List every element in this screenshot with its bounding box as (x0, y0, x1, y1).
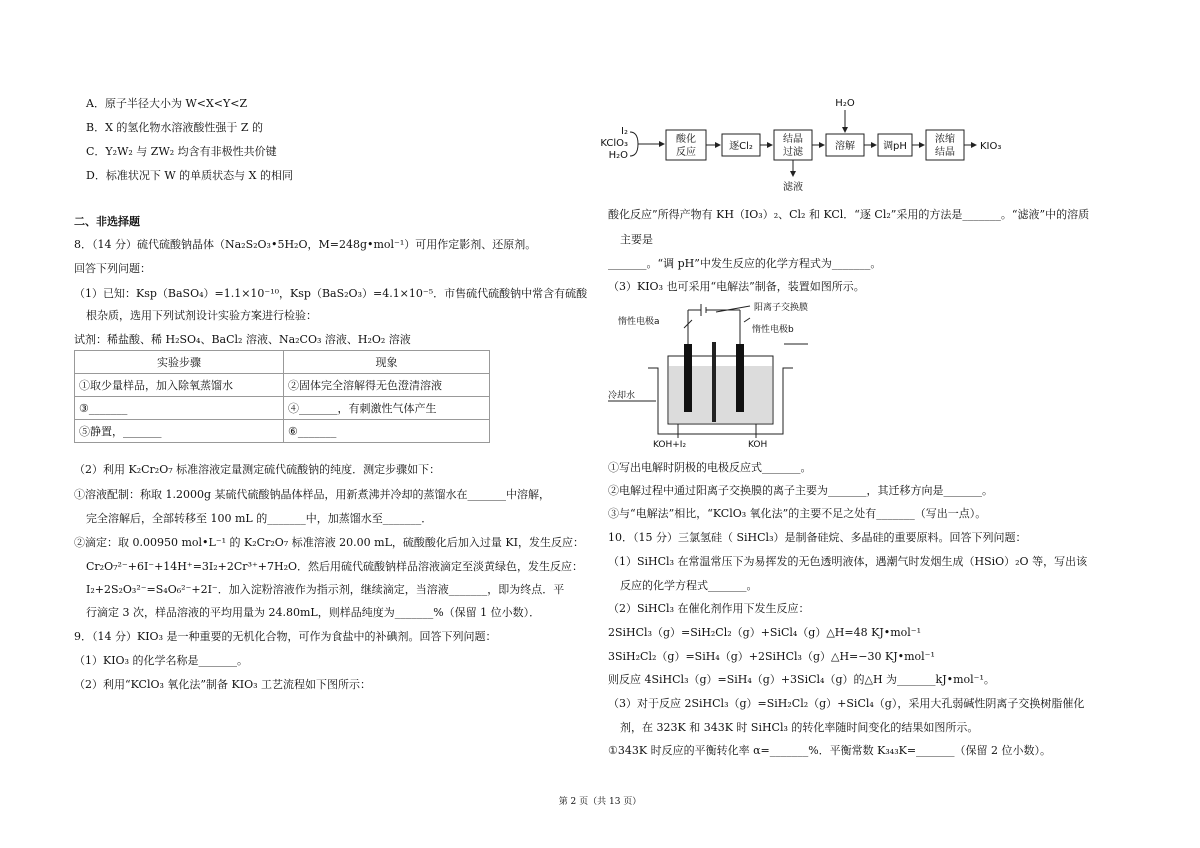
q10-part3b: 剂，在 323K 和 343K 时 SiHCl₃ 的转化率随时间变化的结果如图所示。 (620, 721, 979, 734)
table-row (75, 351, 490, 374)
left-solution-label: KOH+I₂ (653, 440, 687, 450)
q8-reagents: 试剂：稀盐酸、稀 H₂SO₄、BaCl₂ 溶液、Na₂CO₃ 溶液、H₂O₂ 溶液 (74, 333, 411, 346)
q10-part3a: （3）对于反应 2SiHCl₃（g）=SiH₂Cl₂（g）+SiCl₄（g），采用大孔弱碱性阴离子交换树脂催化 (608, 697, 1085, 710)
q8-part2-b4: 行滴定 3 次，样品溶液的平均用量为 24.80mL，则样品纯度为_______%（保留 1 位小数）． (86, 606, 541, 619)
table-header-phenomenon: 现象 (284, 351, 490, 374)
cathode-electrode (736, 344, 744, 412)
flow-box-acidify-l2: 反应 (676, 147, 696, 158)
option-d: D．标准状况下 W 的单质状态与 X 的相同 (86, 169, 293, 182)
q9-text-r2: 主要是 (620, 233, 653, 246)
flow-box-crystallize-l1: 结晶 (783, 134, 803, 145)
flow-top-input-h2o: H₂O (835, 98, 855, 109)
q9-stem: 9．（14 分）KIO₃ 是一种重要的无机化合物，可作为食盐中的补碘剂。回答下列问题： (74, 630, 497, 643)
option-c: C．Y₂W₂ 与 ZW₂ 均含有非极性共价键 (86, 145, 277, 158)
q10-part1a: （1）SiHCl₃ 在常温常压下为易挥发的无色透明液体，遇潮气时发烟生成（HSiO）₂O 等，写出该 (608, 555, 1088, 568)
section-title: 二、非选择题 (74, 215, 140, 228)
table-cell: ③_______ (75, 397, 284, 420)
left-column (74, 0, 594, 848)
flow-box-crystallize-l2: 过滤 (783, 147, 803, 158)
q10-equation1: 2SiHCl₃（g）=SiH₂Cl₂（g）+SiCl₄（g）△H=48 KJ•mol⁻¹ (608, 626, 922, 639)
q10-part1b: 反应的化学方程式_______。 (620, 579, 758, 592)
right-solution-label: KOH (748, 440, 768, 450)
option-a: A．原子半径大小为 W<X<Y<Z (86, 97, 248, 110)
q10-part2: （2）SiHCl₃ 在催化剂作用下发生反应： (608, 602, 810, 615)
q8-part2-b1: ②滴定：取 0.00950 mol•L⁻¹ 的 K₂Cr₂O₇ 标准溶液 20.00 mL，硫酸酸化后加入过量 KI，发生反应： (74, 536, 584, 549)
q8-part2-a1: ①溶液配制：称取 1.2000g 某硫代硫酸钠晶体样品，用新煮沸并冷却的蒸馏水在_______中溶解， (74, 488, 551, 501)
q8-part2-b3: I₂+2S₂O₃²⁻=S₄O₆²⁻+2I⁻．加入淀粉溶液作为指示剂，继续滴定，当溶液_______，即为终点．平 (86, 583, 565, 596)
q8-part2-b2: Cr₂O₇²⁻+6I⁻+14H⁺=3I₂+2Cr³⁺+7H₂O．然后用硫代硫酸钠样品溶液滴定至淡黄绿色，发生反应： (86, 560, 584, 573)
table-header-step: 实验步骤 (75, 351, 284, 374)
flow-box-dissolve: 溶解 (835, 141, 855, 152)
electrolysis-cell-diagram (608, 298, 828, 450)
anode-label: 惰性电极a (618, 317, 660, 327)
q9-text-r3: _______。“调 pH”中发生反应的化学方程式为_______。 (608, 257, 882, 270)
q9-text-r1: 酸化反应”所得产物有 KH（IO₃）₂、Cl₂ 和 KCl．“逐 Cl₂”采用的方法是_______。“滤液”中的溶质 (608, 208, 1090, 221)
q9-sub1: ①写出电解时阴极的电极反应式_______。 (608, 461, 812, 474)
q8-stem: 8．（14 分）硫代硫酸钠晶体（Na₂S₂O₃•5H₂O，M=248g•mol⁻¹）可用作定影剂、还原剂。 (74, 238, 537, 251)
table-row (75, 374, 490, 397)
q10-part3c: ①343K 时反应的平衡转化率 α=_______%．平衡常数 K₃₄₃K=_______（保留 2 位小数）。 (608, 744, 1052, 757)
q10-equation2: 3SiH₂Cl₂（g）=SiH₄（g）+2SiHCl₃（g）△H=−30 KJ•mol⁻¹ (608, 650, 935, 663)
flow-box-concentrate-l2: 结晶 (935, 147, 955, 158)
flow-box-concentrate-l1: 浓缩 (935, 134, 955, 145)
flow-box-acidify-l1: 酸化 (676, 134, 696, 145)
membrane-label: 阳离子交换膜 (754, 303, 809, 313)
flow-input-kclo3: KClO₃ (600, 138, 628, 149)
flow-filtrate: 滤液 (783, 182, 803, 193)
q9-part2: （2）利用“KClO₃ 氧化法”制备 KIO₃ 工艺流程如下图所示： (74, 678, 372, 691)
table-cell: ⑤静置，_______ (75, 420, 284, 443)
q9-text-r4: （3）KIO₃ 也可采用“电解法”制备，装置如图所示。 (608, 280, 865, 293)
q8-prompt: 回答下列问题： (74, 262, 151, 275)
process-flow-diagram (600, 94, 1038, 196)
page-footer: 第 2 页（共 13 页） (558, 797, 642, 807)
table-cell: ①取少量样品，加入除氧蒸馏水 (75, 374, 284, 397)
q9-sub2: ②电解过程中通过阳离子交换膜的离子主要为_______，其迁移方向是_______。 (608, 484, 993, 497)
table-cell: ②固体完全溶解得无色澄清溶液 (284, 374, 490, 397)
table-cell: ⑥_______ (284, 420, 490, 443)
cooling-water-label: 冷却水 (608, 391, 636, 401)
q9-sub3: ③与“电解法”相比，“KClO₃ 氧化法”的主要不足之处有_______（写出一点）。 (608, 507, 987, 520)
flow-box-expel-cl2: 逐Cl₂ (729, 141, 753, 152)
q10-equation3: 则反应 4SiHCl₃（g）=SiH₄（g）+3SiCl₄（g）的△H 为_______kJ•mol⁻¹。 (608, 673, 995, 686)
q10-stem: 10．（15 分）三氯氢硅（ SiHCl₃）是制备硅烷、多晶硅的重要原料。回答下列问题： (608, 531, 1027, 544)
anode-electrode (684, 344, 692, 412)
experiment-table (74, 350, 490, 443)
q9-part1: （1）KIO₃ 的化学名称是_______。 (74, 654, 248, 667)
q8-part1-line2: 根杂质，选用下列试剂设计实验方案进行检验： (86, 309, 317, 322)
q8-part2: （2）利用 K₂Cr₂O₇ 标准溶液定量测定硫代硫酸钠的纯度．测定步骤如下： (74, 463, 441, 476)
flow-product: KIO₃ (980, 141, 1002, 152)
table-row (75, 420, 490, 443)
cation-exchange-membrane (712, 342, 716, 422)
table-cell: ④_______，有刺激性气体产生 (284, 397, 490, 420)
table-row (75, 397, 490, 420)
flow-input-h2o: H₂O (608, 150, 628, 161)
cathode-label: 惰性电极b (752, 325, 794, 335)
option-b: B．X 的氢化物水溶液酸性强于 Z 的 (86, 121, 264, 134)
q8-part1-line1: （1）已知：Ksp（BaSO₄）=1.1×10⁻¹⁰，Ksp（BaS₂O₃）=4.1×10⁻⁵．市售硫代硫酸钠中常含有硫酸 (74, 287, 588, 300)
flow-box-adjust-ph: 调pH (883, 141, 907, 152)
flow-input-i2: I₂ (621, 126, 628, 137)
q8-part2-a2: 完全溶解后，全部转移至 100 mL 的_______中，加蒸馏水至_______． (86, 512, 433, 525)
